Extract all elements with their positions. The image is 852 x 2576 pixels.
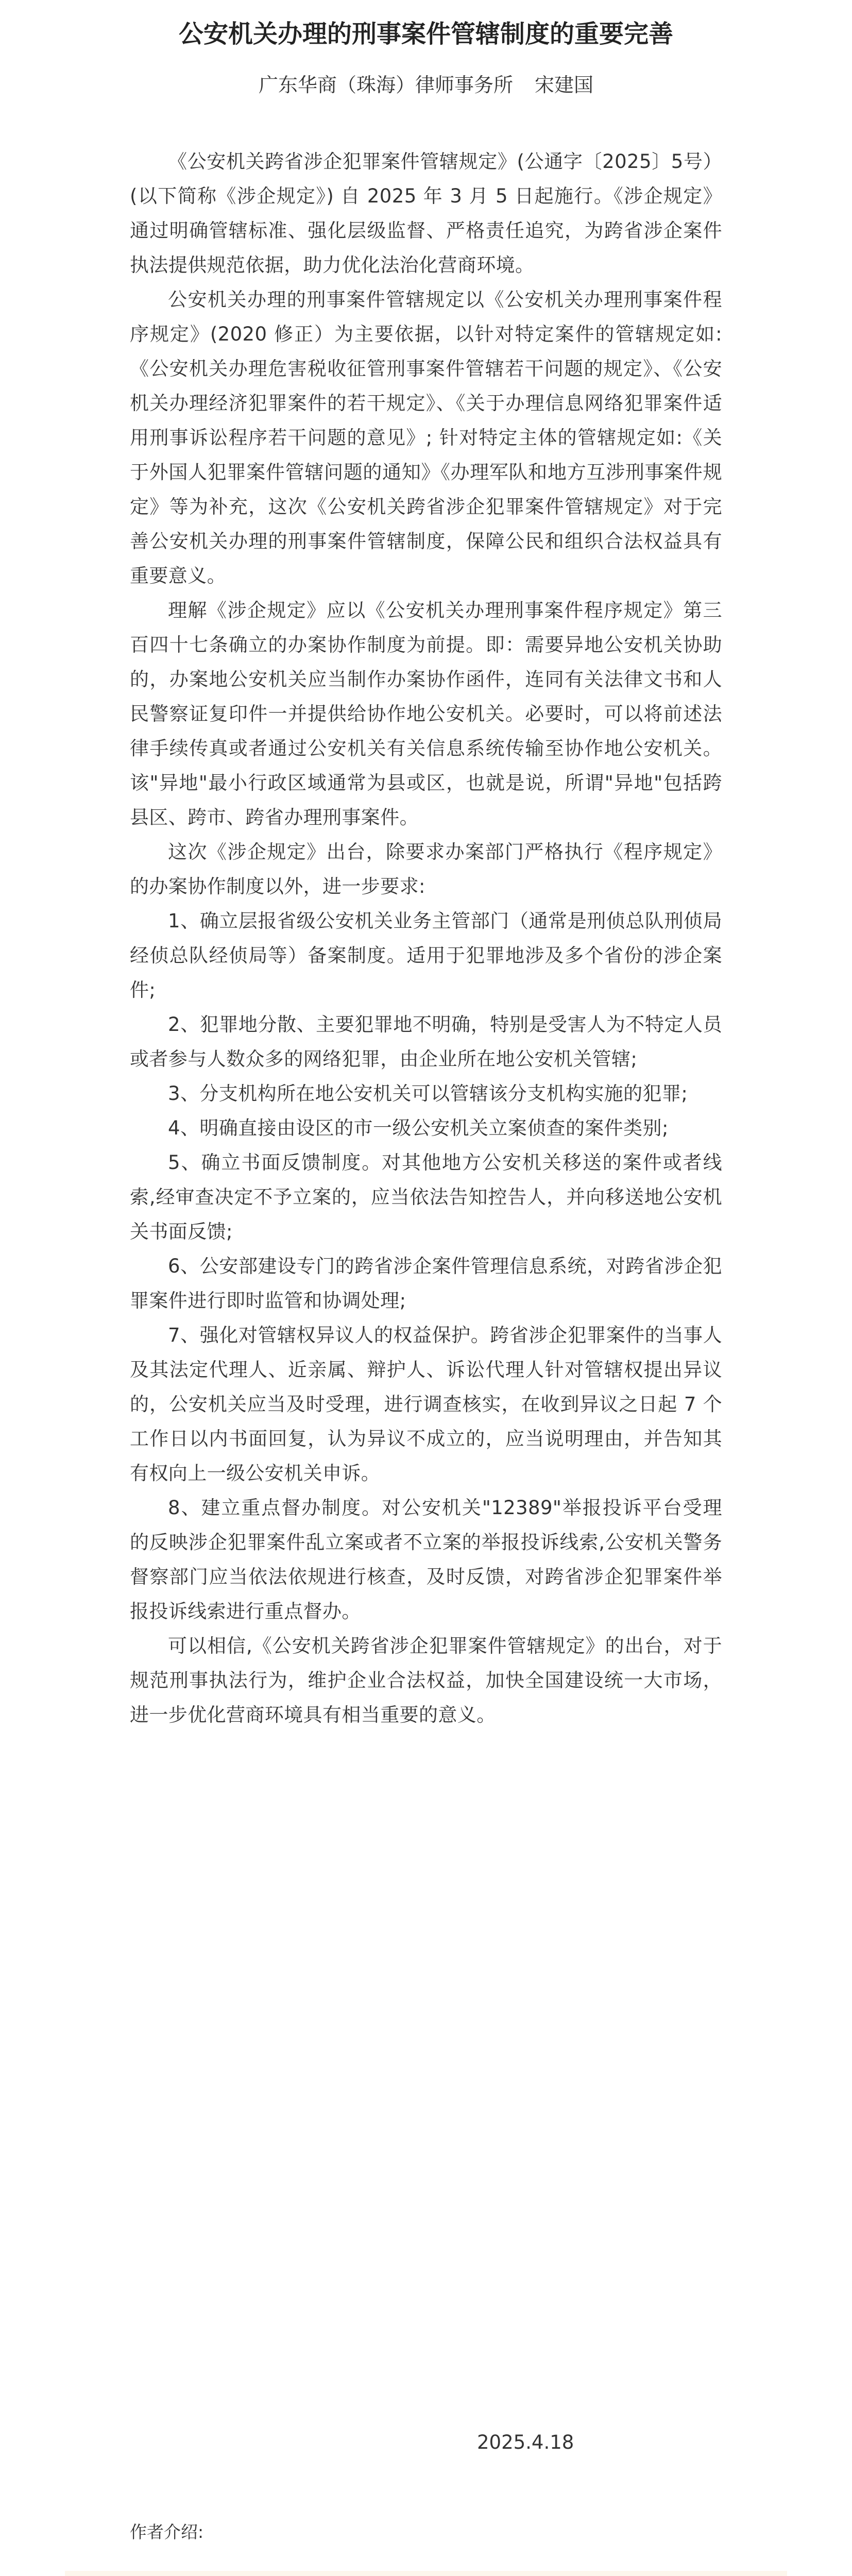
list-item: 7、强化对管辖权异议人的权益保护。跨省涉企犯罪案件的当事人及其法定代理人、近亲属、辩护人、诉讼代理人针对管辖权提出异议的，公安机关应当及时受理，进行调查核实，在收到异议之日起 7 个工作日以内书面回复，认为异议不成立的，应当说明理由，并告知其有权向上一级公安机关申诉。 bbox=[130, 1324, 722, 1484]
paragraph: 《公安机关跨省涉企犯罪案件管辖规定》(公通字〔2025〕5号）(以下简称《涉企规定》) 自 2025 年 3 月 5 日起施行。《涉企规定》通过明确管辖标准、强化层级监督、严格责任追究，为跨省涉企案件执法提供规范依据，助力优化法治化营商环境。 bbox=[130, 150, 722, 276]
article-date: 2025.4.18 bbox=[477, 2431, 574, 2453]
paragraph: 这次《涉企规定》出台，除要求办案部门严格执行《程序规定》的办案协作制度以外，进一步要求: bbox=[130, 841, 722, 897]
list-item: 6、公安部建设专门的跨省涉企案件管理信息系统，对跨省涉企犯罪案件进行即时监管和协调处理; bbox=[130, 1255, 722, 1312]
list-item: 4、明确直接由设区的市一级公安机关立案侦查的案件类别; bbox=[168, 1117, 669, 1139]
list-item: 2、犯罪地分散、主要犯罪地不明确，特别是受害人为不特定人员或者参与人数众多的网络犯罪，由企业所在地公安机关管辖; bbox=[130, 1013, 722, 1070]
list-item: 8、建立重点督办制度。对公安机关"12389"举报投诉平台受理的反映涉企犯罪案件乱立案或者不立案的举报投诉线索,公安机关警务督察部门应当依法依规进行核查，及时反馈，对跨省涉企犯罪案件举报投诉线索进行重点督办。 bbox=[130, 1497, 722, 1622]
list-item: 1、确立层报省级公安机关业务主管部门（通常是刑侦总队刑侦局经侦总队经侦局等）备案制度。适用于犯罪地涉及多个省份的涉企案件; bbox=[130, 910, 722, 1001]
article bbox=[0, 0, 852, 98]
article-title: 公安机关办理的刑事案件管辖制度的重要完善 bbox=[178, 20, 673, 48]
author-card-background bbox=[65, 2571, 787, 2576]
paragraph: 可以相信,《公安机关跨省涉企犯罪案件管辖规定》的出台，对于规范刑事执法行为，维护企业合法权益，加快全国建设统一大市场，进一步优化营商环境具有相当重要的意义。 bbox=[130, 1635, 722, 1726]
list-item: 5、确立书面反馈制度。对其他地方公安机关移送的案件或者线索,经审查决定不予立案的，应当依法告知控告人，并向移送地公安机关书面反馈; bbox=[130, 1151, 722, 1243]
list-item: 3、分支机构所在地公安机关可以管辖该分支机构实施的犯罪; bbox=[168, 1082, 688, 1105]
article-body bbox=[130, 144, 722, 1732]
paragraph: 理解《涉企规定》应以《公安机关办理刑事案件程序规定》第三百四十七条确立的办案协作制度为前提。即：需要异地公安机关协助的，办案地公安机关应当制作办案协作函件，连同有关法律文书和人民警察证复印件一并提供给协作地公安机关。必要时，可以将前述法律手续传真或者通过公安机关有关信息系统传输至协作地公安机关。该"异地"最小行政区域通常为县或区，也就是说，所谓"异地"包括跨县区、跨市、跨省办理刑事案件。 bbox=[130, 599, 722, 828]
paragraph: 公安机关办理的刑事案件管辖规定以《公安机关办理刑事案件程序规定》(2020 修正）为主要依据，以针对特定案件的管辖规定如:《公安机关办理危害税收征管刑事案件管辖若干问题的规定》、《公安机关办理经济犯罪案件的若干规定》、《关于办理信息网络犯罪案件适用刑事诉讼程序若干问题的意见》; 针对特定主体的管辖规定如:《关于外国人犯罪案件管辖问题的通知》《办理军队和地方互涉刑事案件规定》等为补充，这次《公安机关跨省涉企犯罪案件管辖规定》对于完善公安机关办理的刑事案件管辖制度，保障公民和组织合法权益具有重要意义。 bbox=[130, 289, 722, 587]
author-section-label: 作者介绍: bbox=[130, 2522, 204, 2542]
article-byline: 广东华商（珠海）律师事务所 宋建国 bbox=[258, 74, 594, 96]
